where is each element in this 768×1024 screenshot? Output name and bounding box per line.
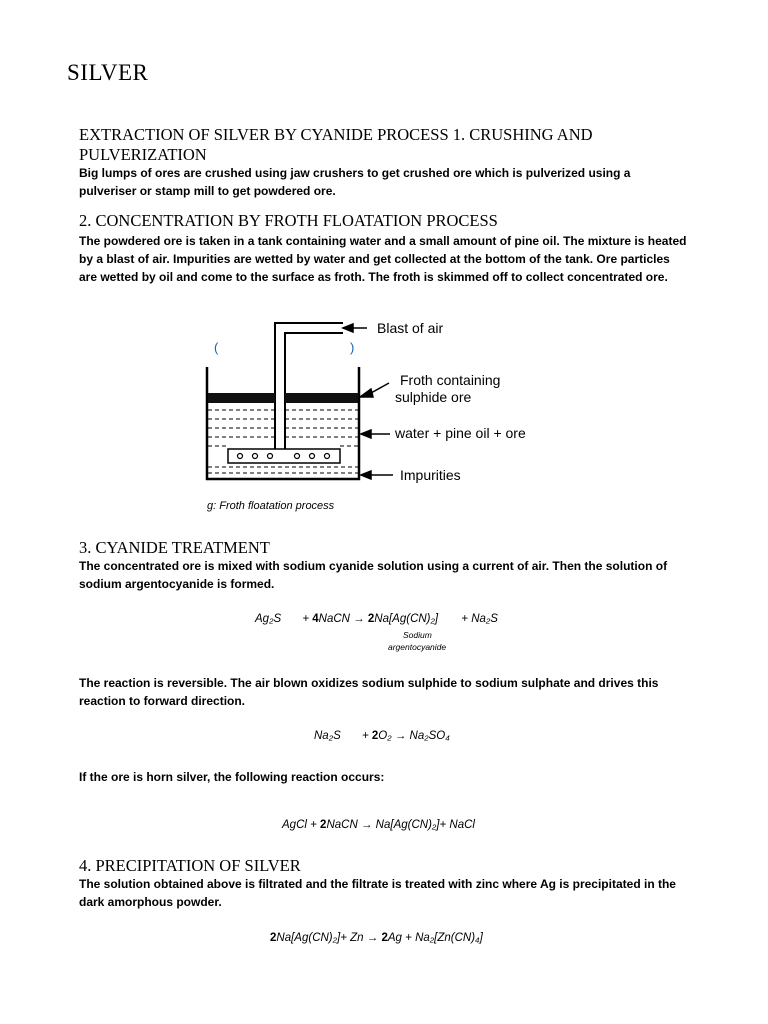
eq2-reactant1: Na₂S	[314, 730, 341, 742]
eq2-reactant2: O₂	[378, 730, 392, 742]
equation-precipitation: 2Na[Ag(CN)₂]+ Zn → 2Ag + Na₂[Zn(CN)₄]	[270, 932, 483, 944]
eq3-product1: Na[Ag(CN)₂]	[375, 819, 440, 831]
eq1-coef2: 4	[312, 613, 319, 625]
eq1-product2: Na₂S	[471, 613, 498, 625]
section3-body: The concentrated ore is mixed with sodium cyanide solution using a current of air. Then the solution of sodium argentocyanide is formed.	[79, 559, 668, 591]
page-title: SILVER	[67, 60, 149, 85]
figure-link-right[interactable]: )	[350, 340, 355, 355]
eq4-product2: Na₂[Zn(CN)₄]	[415, 932, 483, 944]
eq1-product1: Na[Ag(CN)₂]	[374, 613, 439, 625]
section1-heading: EXTRACTION OF SILVER BY CYANIDE PROCESS 1. CRUSHING AND PULVERIZATION	[79, 125, 593, 164]
eq4-product1: Ag	[387, 932, 402, 944]
section3-heading: 3. CYANIDE TREATMENT	[79, 538, 270, 557]
equation-cyanide-treatment: Ag₂S + 4NaCN → 2Na[Ag(CN)₂] + Na₂S	[255, 613, 498, 625]
section3-body2: The reaction is reversible. The air blown oxidizes sodium sulphide to sodium sulphate and drives this reaction to forward direction.	[79, 676, 659, 708]
equation-horn-silver: AgCl + 2NaCN → Na[Ag(CN)₂]+ NaCl	[282, 819, 475, 831]
air-pipe	[275, 323, 343, 455]
eq3-reactant2: NaCN	[326, 819, 358, 831]
eq3-reactant1: AgCl	[282, 819, 307, 831]
section1-body: Big lumps of ores are crushed using jaw crushers to get crushed ore which is pulverized using a pulveriser or stamp mill to get powdered ore.	[79, 166, 631, 198]
label-water: water + pine oil + ore	[395, 425, 526, 441]
section3-body3: If the ore is horn silver, the following reaction occurs:	[79, 770, 385, 784]
eq4-coef2: 2	[381, 932, 388, 944]
section2-heading: 2. CONCENTRATION BY FROTH FLOATATION PROCESS	[79, 211, 498, 230]
eq4-reactant1: Na[Ag(CN)₂]	[276, 932, 341, 944]
figure-link-left[interactable]: (	[214, 340, 219, 355]
eq1-reactant1: Ag₂S	[255, 613, 282, 625]
section2-body: The powdered ore is taken in a tank containing water and a small amount of pine oil. The mixture is heated by a blast of air. Impurities are wetted by water and get collected at the bottom of the tank. Ore particles are wetted by oil and come to the surface as froth. The froth is skimmed off to collect concentrated ore.	[79, 234, 687, 284]
eq3-coef: 2	[320, 819, 327, 831]
eq1-note-line2: argentocyanide	[388, 642, 447, 652]
eq4-coef1: 2	[270, 932, 277, 944]
eq1-note-line1: Sodium	[403, 630, 432, 640]
eq2-product: Na₂SO₄	[409, 730, 450, 742]
label-froth-line1: Froth containing	[400, 372, 501, 388]
eq4-reactant2: Zn	[350, 932, 364, 944]
eq1-reactant2: NaCN	[318, 613, 350, 625]
eq3-product2: NaCl	[449, 819, 475, 831]
figure-caption: g: Froth floatation process	[207, 500, 335, 512]
section4-heading: 4. PRECIPITATION OF SILVER	[79, 856, 301, 875]
label-froth-line2: sulphide ore	[395, 389, 472, 405]
label-blast-of-air: Blast of air	[377, 320, 444, 336]
froth-floatation-diagram	[195, 315, 575, 490]
eq1-coef3: 2	[367, 613, 375, 625]
froth-layer	[208, 393, 275, 403]
air-bubbler	[228, 449, 340, 463]
equation-sulphide-oxidation: Na₂S + 2O₂ → Na₂SO₄	[314, 730, 450, 742]
eq2-coef: 2	[371, 730, 379, 742]
section4-body: The solution obtained above is filtrated and the filtrate is treated with zinc where Ag is precipitated in the dark amorphous powder.	[79, 877, 676, 909]
label-impurities: Impurities	[400, 467, 461, 483]
